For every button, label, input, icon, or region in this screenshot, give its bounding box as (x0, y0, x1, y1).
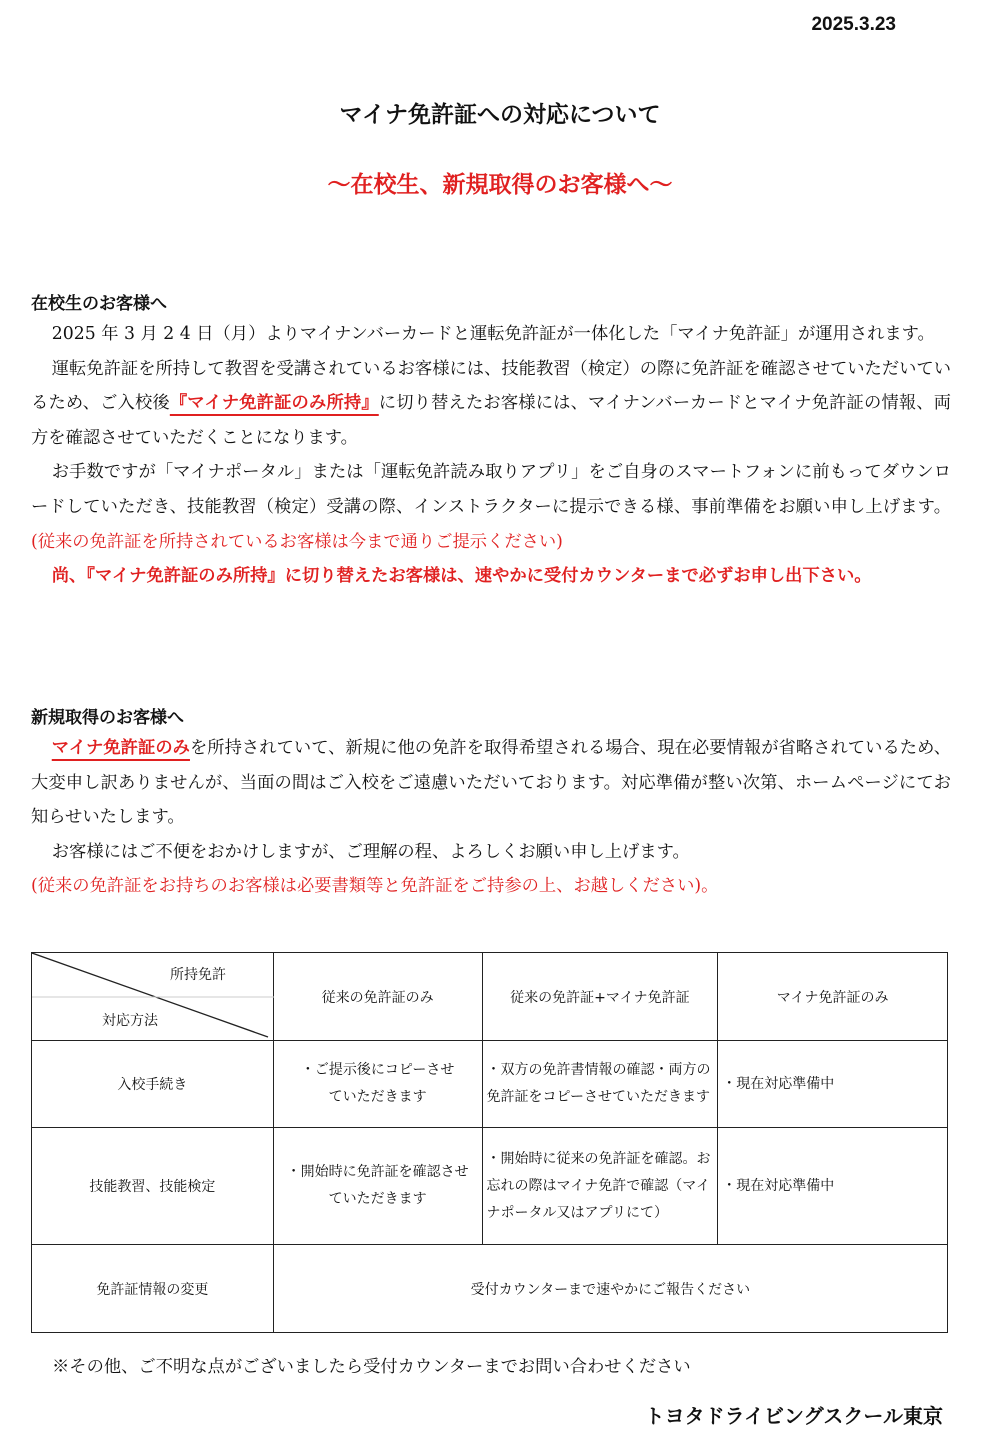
row-header: 入校手続き (32, 1041, 274, 1128)
section-heading-current-students: 在校生のお客様へ (31, 294, 167, 314)
paragraph: 2025 年 3 月 2 4 日（月）よりマイナンバーカードと運転免許証が一体化した「マイナ免許証」が運用されます。 (51, 324, 935, 344)
notice-red-bold: 尚、『マイナ免許証のみ所持』に切り替えたお客様は、速やかに受付カウンターまで必ずお申し出下さい。 (51, 566, 872, 587)
document-subtitle: 〜在校生、新規取得のお客様へ〜 (327, 171, 673, 198)
table-cell: ・ご提示後にコピーさせていただきます (273, 1041, 482, 1128)
table-corner-header (32, 953, 274, 1041)
paragraph: 運転免許証を所持して教習を受講されているお客様には、技能教習（検定）の際に免許証を確認させていただいているため、ご入校後『マイナ免許証のみ所持』に切り替えたお客様には、マイナンバーカードとマイナ免許証の情報、両方を確認させていただくことになります。 (31, 358, 952, 448)
license-handling-table (31, 952, 948, 1333)
section-heading-new-applicants: 新規取得のお客様へ (31, 708, 184, 728)
column-header: マイナ免許証のみ (718, 953, 948, 1041)
red-note: (従来の免許証をお持ちのお客様は必要書類等と免許証をご持参の上、お越しください)。 (31, 876, 719, 897)
paragraph: お手数ですが「マイナポータル」または「運転免許読み取りアプリ」をご自身のスマートフォンに前もってダウンロードしていただき、技能教習（検定）受講の際、インストラクターに提示できる様、事前準備をお願い申し上げます。(従来の免許証を所持されているお客様は今まで通りご提示ください) (31, 462, 951, 552)
table-cell: ・双方の免許書情報の確認・両方の免許証をコピーさせていただきます (482, 1041, 718, 1128)
corner-top-label: 所持免許 (170, 967, 226, 983)
organization-name: トヨタドライビングスクール東京 (644, 1404, 943, 1428)
corner-bottom-label: 対応方法 (102, 1013, 158, 1029)
column-header: 従来の免許証+マイナ免許証 (482, 953, 718, 1041)
document-date: 2025.3.23 (811, 14, 896, 35)
document-title: マイナ免許証への対応について (339, 101, 661, 128)
red-note: (従来の免許証を所持されているお客様は今まで通りご提示ください) (31, 531, 563, 552)
table-cell: ・開始時に従来の免許証を確認。お忘れの際はマイナ免許で確認（マイナポータル又はアプリにて） (482, 1128, 718, 1245)
paragraph: お客様にはご不便をおかけしますが、ご理解の程、よろしくお願い申し上げます。 (51, 841, 690, 862)
paragraph: マイナ免許証のみを所持されていて、新規に他の免許を取得希望される場合、現在必要情報が省略されているため、大変申し訳ありませんが、当面の間はご入校をご遠慮いただいております。対応準備が整い次第、ホームページにてお知らせいたします。 (31, 738, 951, 828)
table-cell-merged: 受付カウンターまで速やかにご報告ください (273, 1245, 947, 1333)
section-body-new-applicants (31, 731, 951, 904)
section-body-current-students (31, 317, 951, 594)
highlight-mynumber-license-only: マイナ免許証のみ (51, 738, 190, 758)
table-cell: ・開始時に免許証を確認させていただきます (273, 1128, 482, 1245)
row-header: 技能教習、技能検定 (32, 1128, 274, 1245)
row-header: 免許証情報の変更 (32, 1245, 274, 1333)
table-cell: ・現在対応準備中 (718, 1128, 948, 1245)
column-header: 従来の免許証のみ (273, 953, 482, 1041)
table-cell: ・現在対応準備中 (718, 1041, 948, 1128)
highlight-mynumber-license-only: 『マイナ免許証のみ所持』 (169, 393, 379, 414)
footer-note: ※その他、ご不明な点がございましたら受付カウンターまでお問い合わせください (52, 1357, 691, 1377)
